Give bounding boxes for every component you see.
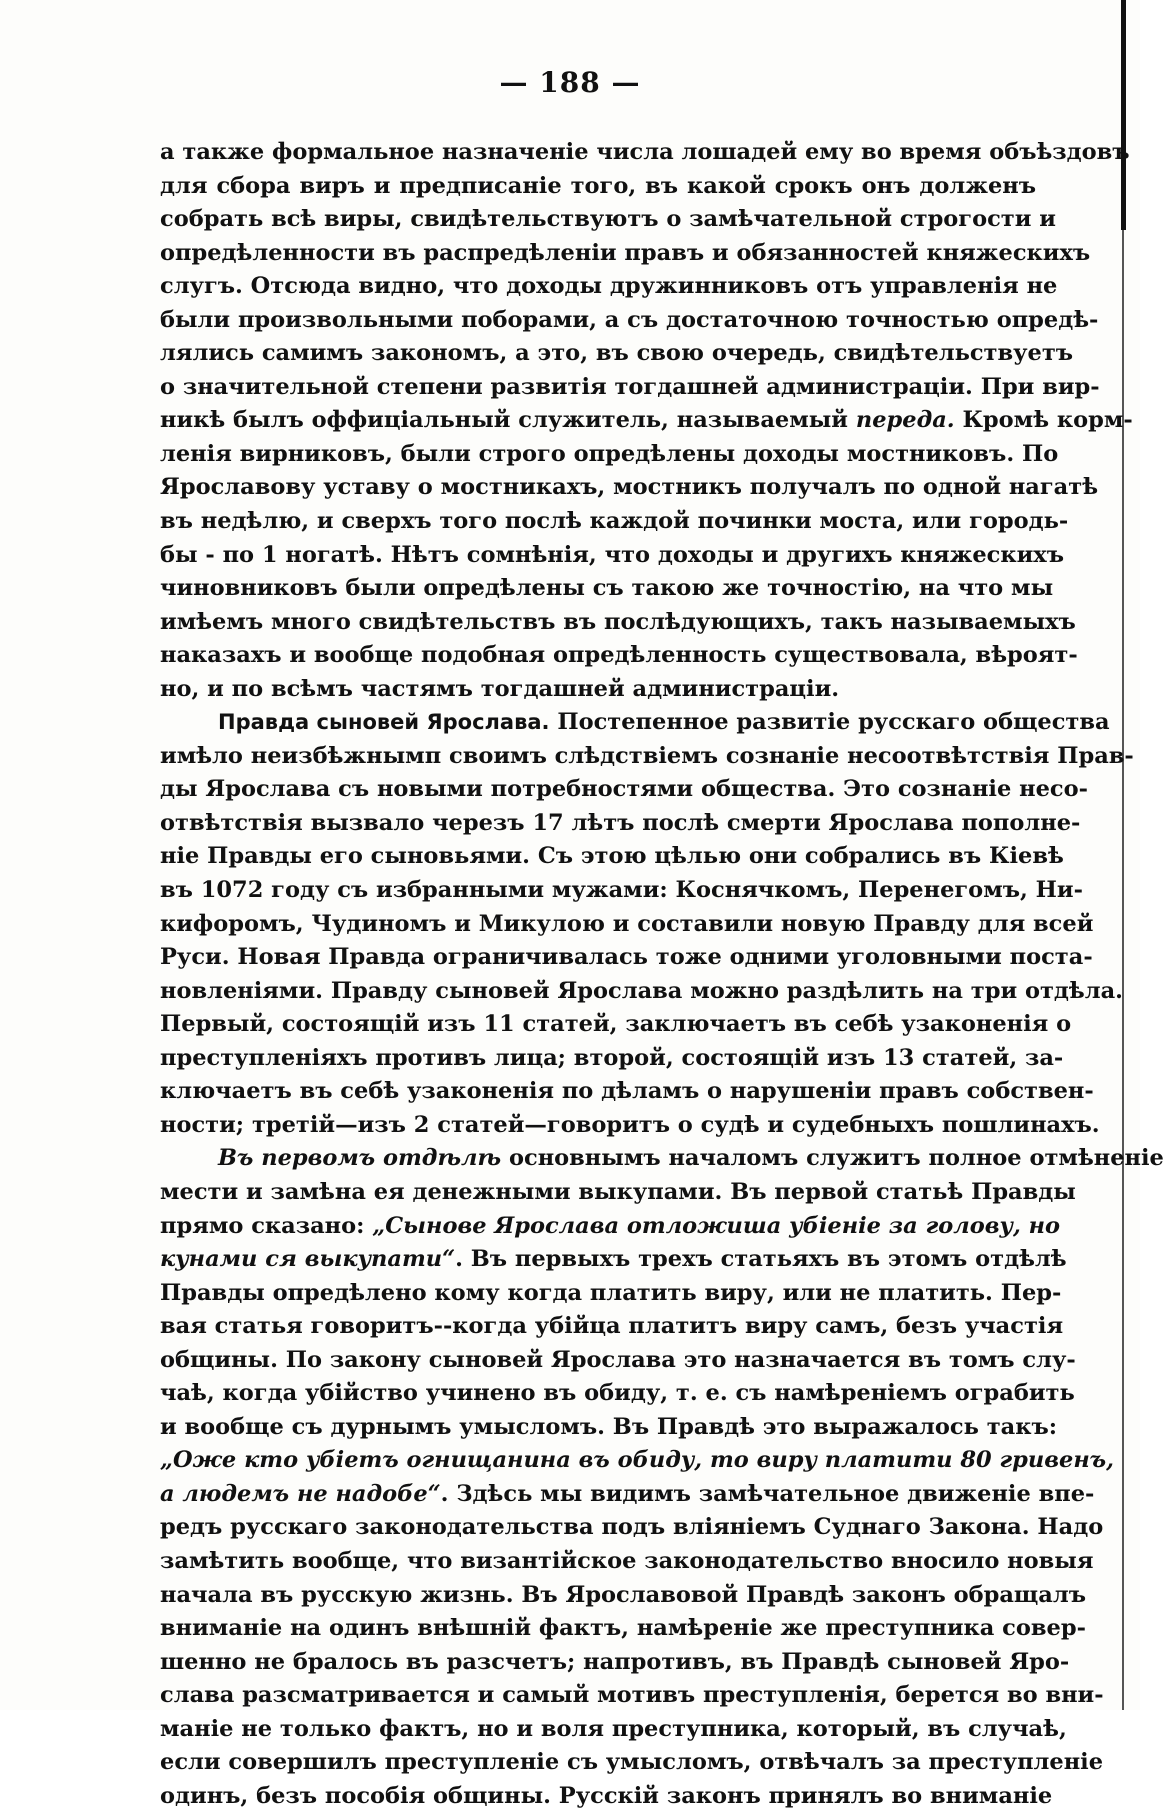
line-text: въ 1072 году съ избранными мужами: Коснячкомъ, Перенегомъ, Ни- [160,877,1083,904]
line-text: Кромѣ корм- [954,407,1133,434]
line-text: . Въ первыхъ трехъ статьяхъ въ этомъ отдѣлѣ [455,1246,1067,1273]
line-text: въ недѣлю, и сверхъ того послѣ каждой починки моста, или городь- [160,508,1069,535]
text-line [160,438,1059,472]
line-text: начала въ русскую жизнь. Въ Ярославовой Правдѣ законъ обращалъ [160,1581,1086,1608]
text-line [160,505,1069,539]
text-line [160,606,1076,640]
page-edge-line [1122,230,1124,1710]
text-line [160,874,1083,908]
line-text: одинъ, безъ пособія общины. Русскій законъ принялъ во вниманіе [160,1782,1053,1809]
text-line [160,1612,1086,1646]
line-text: мести и замѣна ея денежными выкупами. Въ первой статьѣ Правды [160,1178,1076,1205]
line-text: Ярославову уставу о мостникахъ, мостникъ получалъ по одной нагатѣ [160,474,1099,501]
text-line [160,1579,1086,1613]
text-line [160,237,1091,271]
text-line [160,1344,1076,1378]
text-line [160,1243,1067,1277]
line-text: вая статья говоритъ--когда убійца платитъ виру самъ, безъ участія [160,1313,1064,1340]
line-text: ности; третій—изъ 2 статей—говоритъ о судѣ и судебныхъ пошлинахъ. [160,1111,1100,1138]
text-line [160,1679,1104,1713]
text-line [160,1210,1061,1244]
text-line [160,304,1099,338]
text-line [160,1075,1094,1109]
text-line [160,371,1100,405]
italic-quote: „Оже кто убіетъ огнищанина въ обиду, то виру платити 80 гривенъ, [160,1447,1114,1474]
line-text: ды Ярослава съ новыми потребностями общества. Это сознаніе несо- [160,776,1088,803]
line-text: слава разсматривается и самый мотивъ преступленія, берется во вни- [160,1682,1104,1709]
text-line [160,572,1054,606]
text-line [160,1109,1100,1143]
text-line [160,471,1099,505]
italic-quote: „Сынове Ярослава отложиша убіеніе за голову, но [372,1212,1061,1239]
line-text: о значительной степени развитія тогдашней администраціи. При вир- [160,373,1100,400]
line-text: ключаетъ въ себѣ узаконенія по дѣламъ о нарушеніи правъ собствен- [160,1078,1094,1105]
line-text: Руси. Новая Правда ограничивалась тоже одними уголовными поста- [160,944,1093,971]
italic-quote: кунами ся выкупати“ [160,1246,456,1273]
line-text: никѣ былъ оффиціальный служитель, называемый [160,407,856,434]
text-line [160,1042,1064,1076]
text-line [160,170,1036,204]
line-text: а также формальное назначеніе числа лошадей ему во время объѣздовъ [160,139,1130,165]
line-text: основнымъ началомъ служитъ полное отмѣненіе [501,1145,1164,1172]
text-line [160,975,1124,1009]
line-text: отвѣтствія вызвало черезъ 17 лѣтъ послѣ смерти Ярослава пополне- [160,809,1081,836]
text-line [160,404,1133,438]
text-line [160,1713,1067,1747]
line-text: имѣемъ много свидѣтельствъ въ послѣдующихъ, такъ называемыхъ [160,608,1076,635]
italic-quote: переда. [855,407,955,434]
line-text: . Здѣсь мы видимъ замѣчательное движеніе впе- [440,1480,1095,1507]
italic-quote: Въ первомъ отдѣлѣ [218,1145,502,1172]
line-text: чиновниковъ были опредѣлены съ такою же точностію, на что мы [160,575,1054,602]
page-edge-shadow [1121,0,1126,230]
text-line [160,807,1081,841]
text-line [160,1176,1076,1210]
line-text: маніе не только фактъ, но и воля преступника, который, въ случаѣ, [160,1715,1067,1742]
body-text [160,136,1164,1813]
line-text: прямо сказано: [160,1212,373,1239]
line-text: были произвольными поборами, а съ достаточною точностью опредѣ- [160,306,1099,333]
text-line [160,740,1134,774]
text-line [160,1277,1062,1311]
section-heading: Правда сыновей Ярослава. [218,710,550,735]
line-text: наказахъ и вообще подобная опредѣленность существовала, вѣроят- [160,642,1078,669]
line-text: новленіями. Правду сыновей Ярослава можно раздѣлить на три отдѣла. [160,977,1124,1004]
line-text: опредѣленности въ распредѣленіи правъ и обязанностей княжескихъ [160,239,1091,266]
text-line [160,270,1058,304]
line-text: чаѣ, когда убійство учинено въ обиду, т. е. съ намѣреніемъ ограбить [160,1380,1075,1407]
line-text: но, и по всѣмъ частямъ тогдашней администраціи. [160,675,840,702]
text-line [160,840,1064,874]
text-line [160,1511,1104,1545]
line-text: Правды опредѣлено кому когда платить виру, или не платить. Пер- [160,1279,1062,1306]
line-text: бы - по 1 ногатѣ. Нѣтъ сомнѣнія, что доходы и другихъ княжескихъ [160,541,1064,568]
line-text: Постепенное развитіе русскаго общества [549,709,1110,736]
line-text: для сбора виръ и предписаніе того, въ какой срокъ онъ долженъ [160,172,1036,199]
line-text: редъ русскаго законодательства подъ вліяніемъ Суднаго Закона. Надо [160,1514,1104,1541]
text-line [160,337,1074,371]
text-line [160,1646,1070,1680]
text-line [160,1008,1072,1042]
line-text: общины. По закону сыновей Ярослава это назначается въ томъ слу- [160,1346,1076,1373]
text-line [160,706,1110,740]
text-line [160,673,1036,707]
text-line [160,539,1064,573]
line-text: преступленіяхъ противъ лица; второй, состоящій изъ 13 статей, за- [160,1044,1064,1071]
text-line [160,1746,1104,1780]
italic-quote: а людемъ не надобе“ [160,1480,441,1507]
text-line [160,773,1088,807]
line-text: кифоромъ, Чудиномъ и Микулою и составили новую Правду для всей [160,910,1094,937]
text-line [160,908,1094,942]
text-line [160,1411,1058,1445]
line-text: ніе Правды его сыновьями. Съ этою цѣлью они собрались въ Кіевѣ [160,843,1064,870]
text-line [160,203,1056,237]
line-text: ленія вирниковъ, были строго опредѣлены доходы мостниковъ. По [160,440,1059,467]
line-text: имѣло неизбѣжнымп своимъ слѣдствіемъ сознаніе несоотвѣтствія Прав- [160,742,1134,769]
line-text: Первый, состоящій изъ 11 статей, заключаетъ въ себѣ узаконенія о [160,1011,1072,1038]
text-line [160,941,1093,975]
text-line [160,1545,1094,1579]
line-text: лялись самимъ закономъ, а это, въ свою очередь, свидѣтельствуетъ [160,340,1074,367]
text-line [160,1310,1064,1344]
text-line [160,1142,1164,1176]
line-text: и вообще съ дурнымъ умысломъ. Въ Правдѣ это выражалось такъ: [160,1413,1058,1440]
line-text: собрать всѣ виры, свидѣтельствуютъ о замѣчательной строгости и [160,206,1056,233]
line-text: шенно не бралось въ разсчетъ; напротивъ, въ Правдѣ сыновей Яро- [160,1648,1070,1675]
line-text: вниманіе на одинъ внѣшній фактъ, намѣреніе же преступника совер- [160,1615,1086,1642]
line-text: слугъ. Отсюда видно, что доходы дружинниковъ отъ управленія не [160,273,1058,300]
line-text: замѣтить вообще, что византійское законодательство вносило новыя [160,1547,1094,1574]
text-line [160,639,1078,673]
text-line [160,136,1130,170]
line-text: если совершилъ преступленіе съ умысломъ, отвѣчалъ за преступленіе [160,1749,1104,1776]
text-line [160,1377,1075,1411]
text-line [160,1444,1114,1478]
page-number: — 188 — [499,66,641,99]
text-line [160,1478,1095,1512]
text-line [160,1780,1053,1813]
